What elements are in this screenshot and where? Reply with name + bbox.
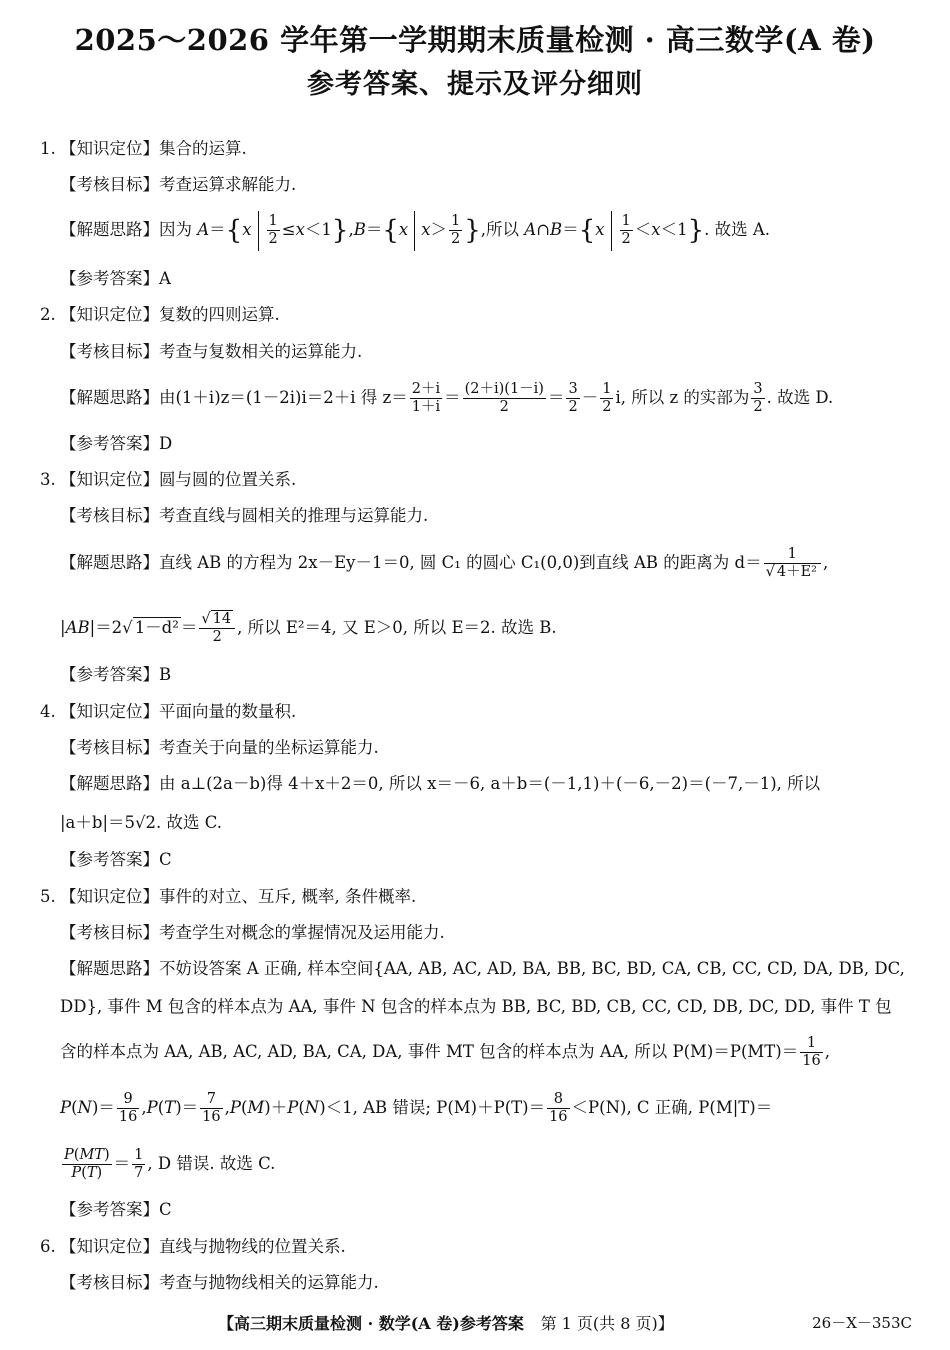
q1-solution-end: . 故选 A.	[704, 220, 771, 239]
footer-title: 【高三期末质量检测 · 数学(A 卷)参考答案	[218, 1314, 524, 1333]
q5-solution-3: 含的样本点为 AA, AB, AC, AD, BA, CA, DA, 事件 MT 包含的样本点为 AA, 所以 P(M)＝P(MT)＝ $\frac{1}{16}$ ,	[60, 1035, 830, 1069]
q3-solution-cont: |AB|＝2√ 1－d² ＝ $\frac{√ 14}{2}$ , 所以 E²＝4, 又 E＞0, 所以 E＝2. 故选 B.	[60, 611, 557, 645]
q1-answer: 【参考答案】A	[60, 269, 171, 288]
q2-solution-mid: , 所以 z 的实部为	[620, 388, 750, 407]
q5-solution-2: DD}, 事件 M 包含的样本点为 AA, 事件 N 包含的样本点为 BB, BC, BD, CB, CC, CD, DB, DC, DD, 事件 T 包	[60, 997, 892, 1016]
q5-solution-3-text: 含的样本点为 AA, AB, AC, AD, BA, CA, DA, 事件 MT 包含的样本点为 AA, 所以 P(M)＝P(MT)＝	[60, 1042, 799, 1061]
q1-solution-text: 【解题思路】因为	[60, 220, 192, 239]
q5-knowledge: 【知识定位】事件的对立、互斥, 概率, 条件概率.	[60, 887, 417, 906]
footer-page-number: 第 1 页(共 8 页)】	[540, 1314, 674, 1333]
q3-answer: 【参考答案】B	[60, 665, 172, 684]
q3-goal: 【考核目标】考查直线与圆相关的推理与运算能力.	[60, 506, 429, 525]
q6-knowledge: 【知识定位】直线与抛物线的位置关系.	[60, 1237, 346, 1256]
q2-solution-end: . 故选 D.	[766, 388, 834, 407]
q5-solution-5: $\frac{P(MT)}{P(T)}$ ＝ $\frac{1}{7}$ , D 错误. 故选 C.	[64, 1147, 276, 1181]
q5-solution-4-mid: , AB 错误; P(M)＋P(T)＝	[352, 1098, 546, 1117]
question-number: 2.	[40, 305, 56, 324]
q2-knowledge: 【知识定位】复数的四则运算.	[60, 305, 280, 324]
page-subtitle: 参考答案、提示及评分细则	[307, 69, 643, 100]
q1-goal: 【考核目标】考查运算求解能力.	[60, 175, 297, 194]
q5-answer: 【参考答案】C	[60, 1200, 172, 1219]
q4-goal: 【考核目标】考查关于向量的坐标运算能力.	[60, 738, 379, 757]
q3-solution: 【解题思路】直线 AB 的方程为 2x－Ey－1＝0, 圆 C₁ 的圆心 C₁(0,0)到直线 AB 的距离为 d＝ $\frac{1}{\text{√ 4＋E²}}$ ,	[60, 546, 829, 580]
question-number: 6.	[40, 1237, 56, 1256]
q4-answer: 【参考答案】C	[60, 850, 172, 869]
q2-answer: 【参考答案】D	[60, 434, 173, 453]
q1-solution: 【解题思路】因为 A＝{x $\frac{1}{2}$ ≤x＜1},B＝{x x＞ $\frac{1}{2}$ },所以 A∩B＝{x $\frac{1}{2}$ ＜x＜1}. 故选 A.	[60, 208, 910, 252]
page-footer	[218, 1311, 674, 1334]
page-title: 2025～2026 学年第一学期期末质量检测 · 高三数学(A 卷)	[74, 23, 876, 57]
q5-goal: 【考核目标】考查学生对概念的掌握情况及运用能力.	[60, 923, 445, 942]
q4-solution: 【解题思路】由 a⊥(2a－b)得 4＋x＋2＝0, 所以 x＝－6, a＋b＝(－1,1)＋(－6,－2)＝(－7,－1), 所以	[60, 774, 821, 793]
q5-solution-4-end: ＜P(N), C 正确, P(M|T)＝	[571, 1098, 773, 1117]
q2-goal: 【考核目标】考查与复数相关的运算能力.	[60, 342, 363, 361]
q2-solution-text: 【解题思路】由(1＋i)z＝(1－2i)i＝2＋i 得 z＝	[60, 388, 408, 407]
q6-goal: 【考核目标】考查与抛物线相关的运算能力.	[60, 1273, 379, 1292]
q5-solution-5-end: , D 错误. 故选 C.	[147, 1154, 276, 1173]
q3-knowledge: 【知识定位】圆与圆的位置关系.	[60, 470, 297, 489]
question-number: 1.	[40, 139, 56, 158]
question-number: 4.	[40, 702, 56, 721]
q1-knowledge: 【知识定位】集合的运算.	[60, 139, 247, 158]
q4-solution-cont: |a＋b|＝5√2. 故选 C.	[60, 813, 223, 832]
q5-solution-1: 【解题思路】不妨设答案 A 正确, 样本空间{AA, AB, AC, AD, BA, BB, BC, BD, CA, CB, CC, CD, DA, DB, DC,	[60, 959, 905, 978]
q3-solution-text: 【解题思路】直线 AB 的方程为 2x－Ey－1＝0, 圆 C₁ 的圆心 C₁(0,0)到直线 AB 的距离为 d＝	[60, 553, 762, 572]
q5-solution-4: P(N)＝ $\frac{9}{16}$ ,P(T)＝ $\frac{7}{16}$ ,P(M)＋P(N)＜1, AB 错误; P(M)＋P(T)＝ $\frac{8}{16}$ ＜P(N), C 正确, P(M|T)＝	[60, 1091, 773, 1125]
q4-knowledge: 【知识定位】平面向量的数量积.	[60, 702, 297, 721]
document-code: 26－X－353C	[812, 1314, 912, 1332]
q2-solution: 【解题思路】由(1＋i)z＝(1－2i)i＝2＋i 得 z＝ $\frac{2+i}{1+i}$ ＝ $\frac{(2+i)(1-i)}{2}$ ＝ $\frac{3}{2}$ － $\frac{1}{2}$ i, 所以 z 的实部为 $\frac{3}{2}$ . 故选 D.	[60, 381, 834, 415]
q3-solution-end: , 所以 E²＝4, 又 E＞0, 所以 E＝2. 故选 B.	[237, 618, 557, 637]
question-number: 3.	[40, 470, 56, 489]
question-number: 5.	[40, 887, 56, 906]
